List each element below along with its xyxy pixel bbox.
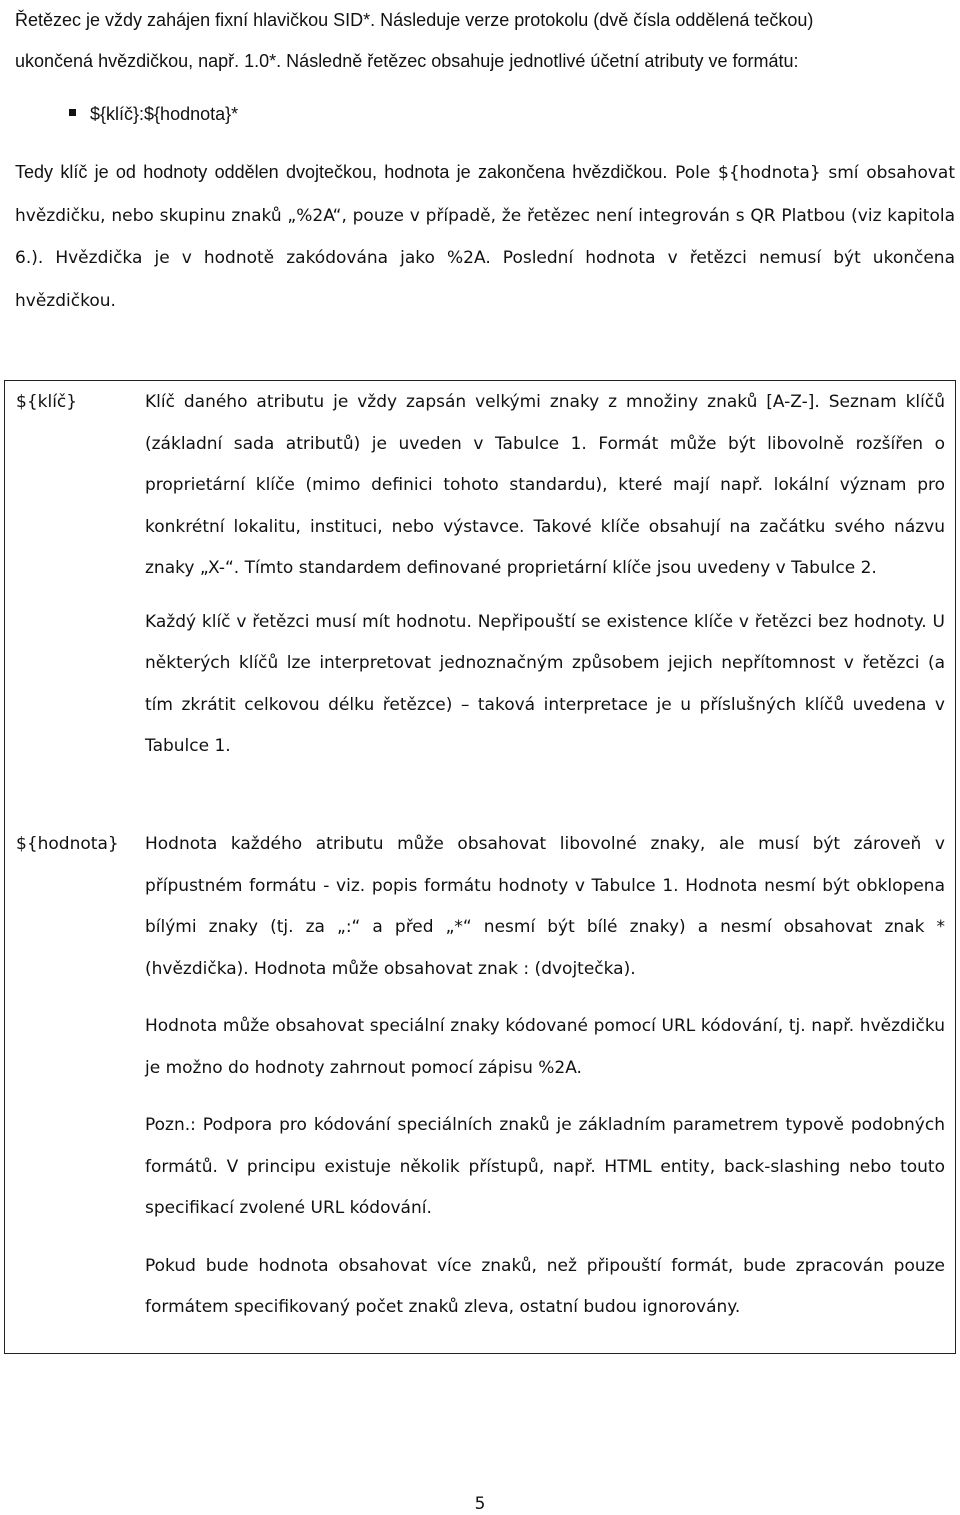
table-term: ${hodnota} bbox=[16, 834, 119, 854]
format-bullet: ${klíč}:${hodnota}* bbox=[90, 104, 239, 124]
explanation-paragraph bbox=[15, 152, 955, 322]
description-paragraph: Klíč daného atributu je vždy zapsán velkými znaky z množiny znaků [A-Z-]. Seznam klíčů (základní sada atributů) je uveden v Tabulce 1. Formát může být libovolně rozšířen o proprietární klíče (mimo definici tohoto standardu), které mají např. lokální význam pro konkrétní lokalitu, instituci, nebo výstavce. Takové klíče obsahují na začátku svého názvu znaky „X-“. Tímto standardem definované proprietární klíče jsou uvedeny v Tabulce 2. bbox=[145, 392, 945, 578]
explanation-lead: Tedy klíč je od hodnoty oddělen dvojtečkou, hodnota je zakončena hvězdičkou. bbox=[15, 162, 668, 182]
description-paragraph: Pokud bude hodnota obsahovat více znaků, než připouští formát, bude zpracován pouze formátem specifikovaný počet znaků zleva, ostatní budou ignorovány. bbox=[145, 1255, 945, 1317]
description-paragraph: Každý klíč v řetězci musí mít hodnotu. Nepřipouští se existence klíče v řetězci bez hodnoty. U některých klíčů lze interpretovat jednoznačným způsobem jejich nepřítomnost v řetězci (a tím zkrátit celkovou délku řetězce) – taková interpretace je u příslušných klíčů uvedena v Tabulce 1. bbox=[145, 611, 945, 756]
description-paragraph: Hodnota každého atributu může obsahovat libovolné znaky, ale musí být zároveň v přípustném formátu - viz. popis formátu hodnoty v Tabulce 1. Hodnota nesmí být obklopena bílými znaky (tj. za „:“ a před „*“ nesmí být bílé znaky) a nesmí obsahovat znak * (hvězdička). Hodnota může obsahovat znak : (dvojtečka). bbox=[145, 834, 945, 979]
intro-line-1: Řetězec je vždy zahájen fixní hlavičkou SID*. Následuje verze protokolu (dvě čísla oddělená tečkou) bbox=[15, 10, 814, 30]
definition-table bbox=[4, 380, 956, 1354]
bullet-square-icon bbox=[69, 109, 76, 116]
intro-line-2: ukončená hvězdičkou, např. 1.0*. Následně řetězec obsahuje jednotlivé účetní atributy ve formátu: bbox=[15, 51, 799, 71]
table-term: ${klíč} bbox=[16, 392, 78, 412]
description-paragraph: Pozn.: Podpora pro kódování speciálních znaků je základním parametrem typově podobných formátů. V principu existuje několik přístupů, např. HTML entity, back-slashing nebo touto specifikací zvolené URL kódování. bbox=[145, 1115, 945, 1218]
description-paragraph: Hodnota může obsahovat speciální znaky kódované pomocí URL kódování, tj. např. hvězdičku je možno do hodnoty zahrnout pomocí zápisu %2A. bbox=[145, 1016, 945, 1078]
intro-paragraph bbox=[15, 0, 955, 82]
page-number: 5 bbox=[474, 1494, 486, 1514]
table-description bbox=[145, 824, 945, 1329]
table-description bbox=[145, 382, 945, 768]
explanation-rest: Pole ${hodnota} smí obsahovat hvězdičku, nebo skupinu znaků „%2A“, pouze v případě, že řetězec není integrován s QR Platbou (viz kapitola 6.). Hvězdička je v hodnotě zakódována jako %2A. Poslední hodnota v řetězci nemusí být ukončena hvězdičkou. bbox=[15, 163, 955, 311]
